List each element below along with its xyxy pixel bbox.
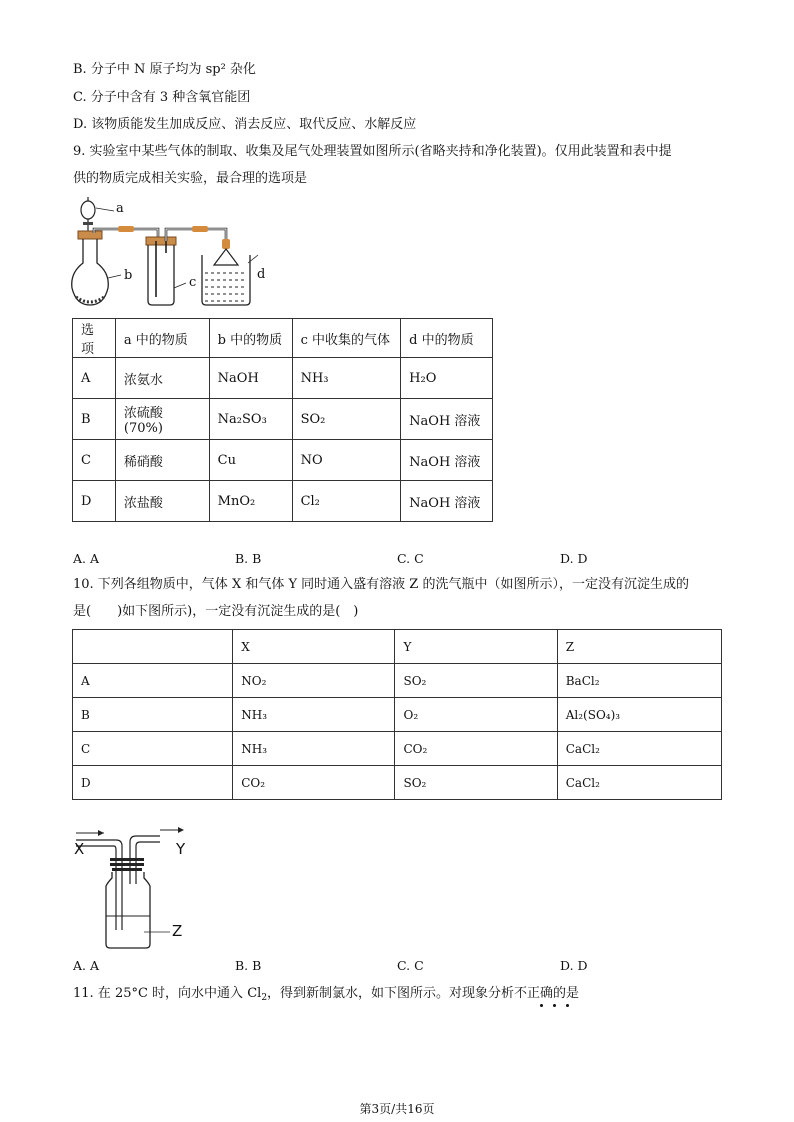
question-9-stem-line2: 供的物质完成相关实验，最合理的选项是 xyxy=(73,171,308,186)
table-header-cell xyxy=(73,630,233,664)
table-header-row xyxy=(73,319,493,358)
table-header-cell: a 中的物质 xyxy=(115,319,209,358)
question-10-stem-line2: 是( )如下图所示)，一定没有沉淀生成的是( ) xyxy=(73,604,359,619)
table-cell: Cu xyxy=(209,440,292,481)
question-9-table xyxy=(72,318,493,522)
table-cell: Cl₂ xyxy=(292,481,401,522)
q11-prefix: 11. 在 25°C 时，向水中通入 Cl xyxy=(73,986,262,1001)
table-cell: NaOH 溶液 xyxy=(401,399,493,440)
label-y: Y xyxy=(176,840,186,858)
table-cell: A xyxy=(73,358,116,399)
emphasis-dot xyxy=(553,1004,556,1007)
page-footer: 第3页/共16页 xyxy=(359,1102,435,1116)
table-cell: 稀硝酸 xyxy=(115,440,209,481)
table-row xyxy=(73,766,722,800)
label-x: X xyxy=(74,840,85,858)
table-header-cell: 选项 xyxy=(73,319,116,358)
emphasis-dot xyxy=(540,1004,543,1007)
table-cell: C xyxy=(73,732,233,766)
table-cell: O₂ xyxy=(395,698,557,732)
table-row xyxy=(73,732,722,766)
option-c-text: C. 分子中含有 3 种含氧官能团 xyxy=(73,90,251,105)
table-cell: NaOH 溶液 xyxy=(401,440,493,481)
table-cell: D xyxy=(73,766,233,800)
table-cell: BaCl₂ xyxy=(557,664,721,698)
table-cell: D xyxy=(73,481,116,522)
option-b-text: B. 分子中 N 原子均为 sp² 杂化 xyxy=(73,62,256,77)
q9-choice-b[interactable]: B. B xyxy=(235,551,262,566)
table-row xyxy=(73,698,722,732)
table-cell: NO xyxy=(292,440,401,481)
q10-choice-a[interactable]: A. A xyxy=(73,958,100,973)
table-cell: B xyxy=(73,698,233,732)
table-cell: Na₂SO₃ xyxy=(209,399,292,440)
table-cell: SO₂ xyxy=(395,766,557,800)
table-cell: H₂O xyxy=(401,358,493,399)
table-cell: A xyxy=(73,664,233,698)
table-header-cell: b 中的物质 xyxy=(209,319,292,358)
table-header-cell: Z xyxy=(557,630,721,664)
q10-choice-b[interactable]: B. B xyxy=(235,958,262,973)
question-11-stem xyxy=(73,985,579,1003)
table-cell: Al₂(SO₄)₃ xyxy=(557,698,721,732)
table-row xyxy=(73,481,493,522)
q9-choice-a[interactable]: A. A xyxy=(73,551,100,566)
table-cell: NaOH 溶液 xyxy=(401,481,493,522)
table-cell: SO₂ xyxy=(292,399,401,440)
table-cell: CaCl₂ xyxy=(557,732,721,766)
table-cell: CO₂ xyxy=(233,766,395,800)
q10-choice-c[interactable]: C. C xyxy=(397,958,424,973)
table-cell: 浓硫酸(70%) xyxy=(115,399,209,440)
table-header-row xyxy=(73,630,722,664)
table-cell: B xyxy=(73,399,116,440)
label-z: Z xyxy=(172,922,183,940)
q11-suffix: ，得到新制氯水，如下图所示。对现象分析不正确的是 xyxy=(267,986,580,1001)
question-10-stem-line1: 10. 下列各组物质中，气体 X 和气体 Y 同时通入盛有溶液 Z 的洗气瓶中（如图所示），一定没有沉淀生成的 xyxy=(73,577,689,592)
option-d-text: D. 该物质能发生加成反应、消去反应、取代反应、水解反应 xyxy=(73,117,417,132)
table-cell: 浓氨水 xyxy=(115,358,209,399)
label-c: c xyxy=(189,275,197,290)
table-cell: CO₂ xyxy=(395,732,557,766)
q9-choice-c[interactable]: C. C xyxy=(397,551,424,566)
table-cell: MnO₂ xyxy=(209,481,292,522)
q11-subscript: 2 xyxy=(261,993,268,1003)
table-row xyxy=(73,440,493,481)
q9-choice-d[interactable]: D. D xyxy=(560,551,588,566)
label-b: b xyxy=(124,268,133,283)
gas-apparatus-diagram xyxy=(66,193,286,313)
table-row xyxy=(73,664,722,698)
table-cell: SO₂ xyxy=(395,664,557,698)
label-d: d xyxy=(257,267,266,282)
table-cell: NH₃ xyxy=(233,732,395,766)
q10-choice-d[interactable]: D. D xyxy=(560,958,588,973)
table-row xyxy=(73,358,493,399)
table-header-cell: X xyxy=(233,630,395,664)
table-header-cell: c 中收集的气体 xyxy=(292,319,401,358)
question-9-stem-line1: 9. 实验室中某些气体的制取、收集及尾气处理装置如图所示(省略夹持和净化装置)。仅用此装置和表中提 xyxy=(73,144,672,159)
table-cell: 浓盐酸 xyxy=(115,481,209,522)
question-10-table xyxy=(72,629,722,800)
table-header-cell: Y xyxy=(395,630,557,664)
table-row xyxy=(73,399,493,440)
table-cell: NH₃ xyxy=(233,698,395,732)
table-cell: C xyxy=(73,440,116,481)
table-header-cell: d 中的物质 xyxy=(401,319,493,358)
label-a: a xyxy=(116,201,124,216)
table-cell: NH₃ xyxy=(292,358,401,399)
table-cell: NaOH xyxy=(209,358,292,399)
table-cell: CaCl₂ xyxy=(557,766,721,800)
emphasis-dot xyxy=(566,1004,569,1007)
table-cell: NO₂ xyxy=(233,664,395,698)
